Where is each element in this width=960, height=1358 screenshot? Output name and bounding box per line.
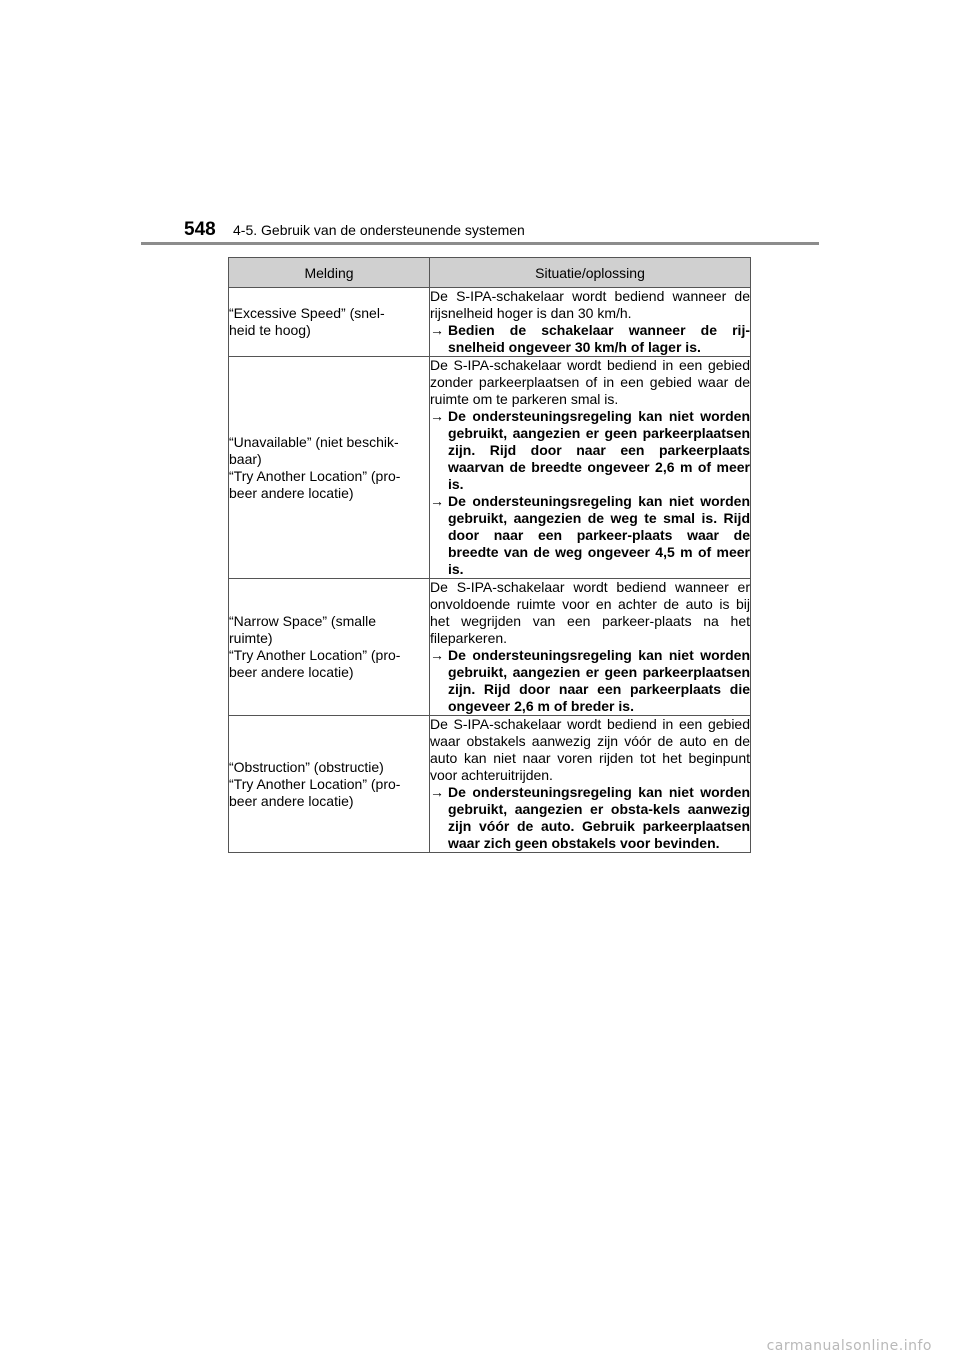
table-header-row — [229, 258, 751, 288]
message-cell — [229, 716, 430, 853]
solution-item — [430, 322, 750, 356]
message-line: beer andere locatie) — [229, 484, 354, 501]
arrow-icon: → — [430, 784, 444, 800]
watermark: carmanualsonline.info — [766, 1338, 932, 1354]
table-row — [229, 716, 751, 853]
message-line: baar) — [229, 450, 262, 467]
situation-description: De S-IPA-schakelaar wordt bediend in een gebied zonder parkeerplaatsen of in een gebied waar de ruimte om te parkeren smal is. — [430, 357, 750, 407]
situation-description: De S-IPA-schakelaar wordt bediend in een gebied waar obstakels aanwezig zijn vóór de auto en de auto kan niet naar voren rijden tot het beginpunt voor achteruitrijden. — [430, 716, 750, 783]
solution-text: De ondersteuningsregeling kan niet worden gebruikt, aangezien de weg te smal is. Rijd door naar een parkeer-plaats waar de breedte van de weg ongeveer 4,5 m of meer is. — [448, 493, 750, 577]
arrow-icon: → — [430, 408, 444, 424]
message-line: “Obstruction” (obstructie) — [229, 758, 384, 775]
table-row — [229, 288, 751, 357]
solution-text: Bedien de schakelaar wanneer de rij-snelheid ongeveer 30 km/h of lager is. — [448, 322, 750, 355]
page-number: 548 — [184, 219, 216, 240]
section-title: 4-5. Gebruik van de ondersteunende systemen — [233, 222, 525, 238]
situation-description: De S-IPA-schakelaar wordt bediend wanneer de rijsnelheid hoger is dan 30 km/h. — [430, 288, 750, 321]
message-table — [228, 257, 751, 853]
message-line: “Try Another Location” (pro- — [229, 775, 401, 792]
situation-description: De S-IPA-schakelaar wordt bediend wanneer er onvoldoende ruimte voor en achter de auto is bij het wegrijden van een parkeer-plaats na het fileparkeren. — [430, 579, 750, 646]
message-line: “Try Another Location” (pro- — [229, 647, 401, 663]
message-line: ruimte) — [229, 630, 273, 646]
solution-item — [430, 784, 750, 852]
message-line: beer andere locatie) — [229, 664, 354, 680]
message-line: “Unavailable” (niet beschik- — [229, 433, 399, 450]
message-line: beer andere locatie) — [229, 792, 354, 809]
arrow-icon: → — [430, 322, 444, 338]
situation-cell — [430, 716, 751, 853]
situation-cell — [430, 357, 751, 579]
table-row — [229, 357, 751, 579]
situation-cell — [430, 579, 751, 716]
message-line: heid te hoog) — [229, 322, 311, 338]
header-divider — [141, 242, 819, 245]
column-header-situatie: Situatie/oplossing — [430, 258, 751, 288]
arrow-icon: → — [430, 647, 444, 663]
message-line: “Narrow Space” (smalle — [229, 613, 377, 629]
solution-item — [430, 493, 750, 578]
arrow-icon: → — [430, 493, 444, 509]
solution-text: De ondersteuningsregeling kan niet worden gebruikt, aangezien er geen parkeerplaatsen zijn. Rijd door naar een parkeerplaats die ongeveer 2,6 m of breder is. — [448, 647, 750, 714]
message-cell — [229, 579, 430, 716]
solution-text: De ondersteuningsregeling kan niet worden gebruikt, aangezien er geen parkeerplaatsen zijn. Rijd door naar een parkeerplaats waarvan de breedte ongeveer 2,6 m of meer is. — [448, 408, 750, 492]
column-header-melding: Melding — [229, 258, 430, 288]
solution-item — [430, 647, 750, 715]
message-line: “Excessive Speed” (snel- — [229, 305, 385, 321]
situation-cell — [430, 288, 751, 357]
table-row — [229, 579, 751, 716]
message-cell — [229, 357, 430, 579]
solution-text: De ondersteuningsregeling kan niet worden gebruikt, aangezien er obsta-kels aanwezig zijn vóór de auto. Gebruik parkeerplaatsen waar zich geen obstakels voor bevinden. — [448, 784, 750, 851]
message-cell — [229, 288, 430, 357]
solution-item — [430, 408, 750, 493]
message-line: “Try Another Location” (pro- — [229, 467, 401, 484]
